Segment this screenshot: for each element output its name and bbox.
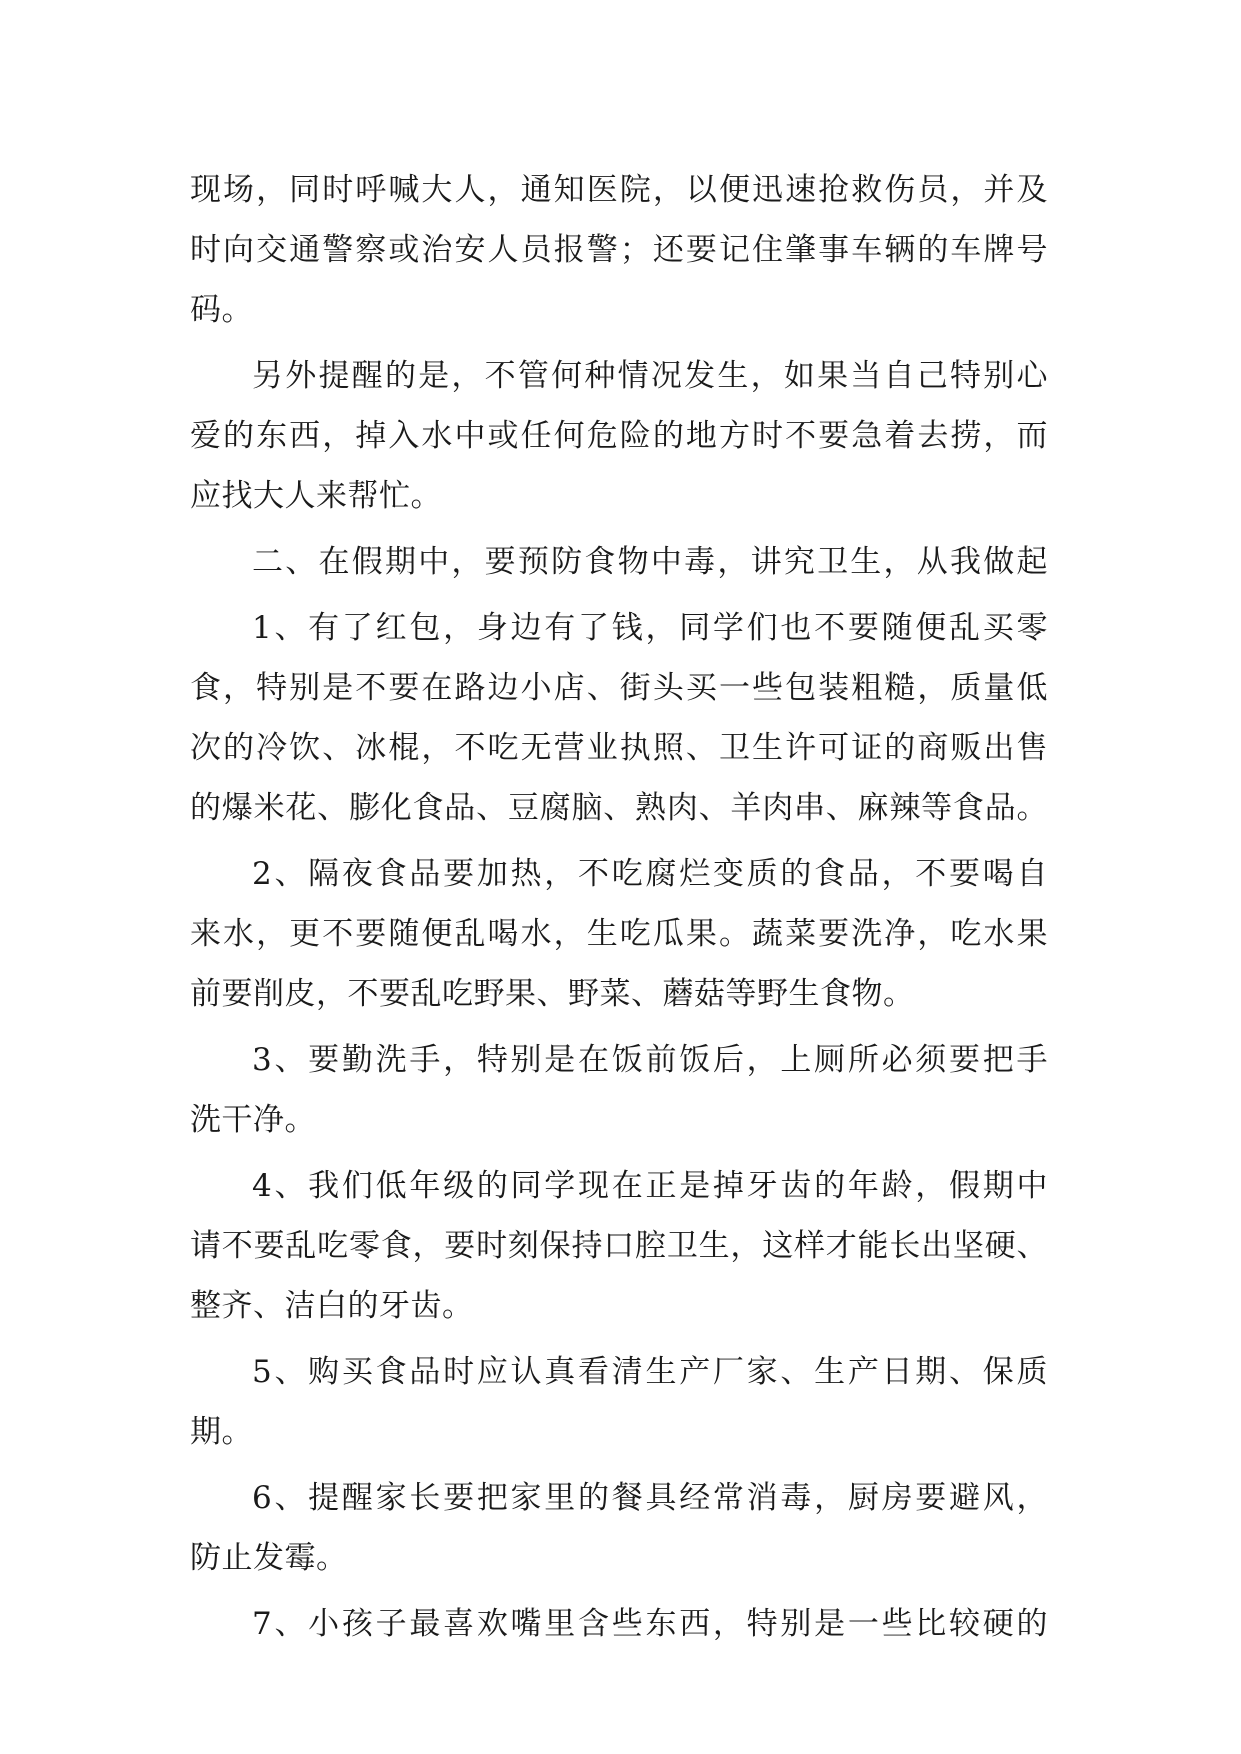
paragraph: [190, 598, 1048, 838]
text-line: 7、小孩子最喜欢嘴里含些东西，特别是一些比较硬的: [252, 1606, 1048, 1642]
text-line: 整齐、洁白的牙齿。: [190, 1288, 474, 1324]
text-line: 应找大人来帮忙。: [190, 478, 442, 514]
paragraph: [190, 1342, 1048, 1462]
text-line: 食，特别是不要在路边小店、街头买一些包装粗糙，质量低: [190, 670, 1048, 706]
paragraph: [190, 1594, 1048, 1654]
text-line: 1、有了红包，身边有了钱，同学们也不要随便乱买零: [252, 610, 1048, 646]
text-line: 3、要勤洗手，特别是在饭前饭后，上厕所必须要把手: [252, 1042, 1048, 1078]
document-body: [190, 160, 1048, 1660]
text-line: 来水，更不要随便乱喝水，生吃瓜果。蔬菜要洗净，吃水果: [190, 916, 1048, 952]
text-line: 二、在假期中，要预防食物中毒，讲究卫生，从我做起: [252, 544, 1048, 580]
text-line: 次的冷饮、冰棍，不吃无营业执照、卫生许可证的商贩出售: [190, 730, 1048, 766]
paragraph: [190, 532, 1048, 592]
text-line: 防止发霉。: [190, 1540, 348, 1576]
text-line: 6、提醒家长要把家里的餐具经常消毒，厨房要避风，: [252, 1480, 1048, 1516]
text-line: 时向交通警察或治安人员报警；还要记住肇事车辆的车牌号: [190, 232, 1048, 268]
text-line: 另外提醒的是，不管何种情况发生，如果当自己特别心: [252, 358, 1048, 394]
paragraph: [190, 1468, 1048, 1588]
paragraph: [190, 346, 1048, 526]
text-line: 的爆米花、膨化食品、豆腐脑、熟肉、羊肉串、麻辣等食品。: [190, 790, 1048, 826]
text-line: 5、购买食品时应认真看清生产厂家、生产日期、保质: [252, 1354, 1048, 1390]
text-line: 洗干净。: [190, 1102, 316, 1138]
paragraph: [190, 1156, 1048, 1336]
text-line: 4、我们低年级的同学现在正是掉牙齿的年龄，假期中: [252, 1168, 1048, 1204]
text-line: 现场，同时呼喊大人，通知医院，以便迅速抢救伤员，并及: [190, 172, 1048, 208]
paragraph: [190, 160, 1048, 340]
text-line: 请不要乱吃零食，要时刻保持口腔卫生，这样才能长出坚硬、: [190, 1228, 1048, 1264]
text-line: 前要削皮，不要乱吃野果、野菜、蘑菇等野生食物。: [190, 976, 915, 1012]
paragraph: [190, 1030, 1048, 1150]
text-line: 爱的东西，掉入水中或任何危险的地方时不要急着去捞，而: [190, 418, 1048, 454]
text-line: 2、隔夜食品要加热，不吃腐烂变质的食品，不要喝自: [252, 856, 1048, 892]
paragraph: [190, 844, 1048, 1024]
text-line: 码。: [190, 292, 253, 328]
text-line: 期。: [190, 1414, 253, 1450]
